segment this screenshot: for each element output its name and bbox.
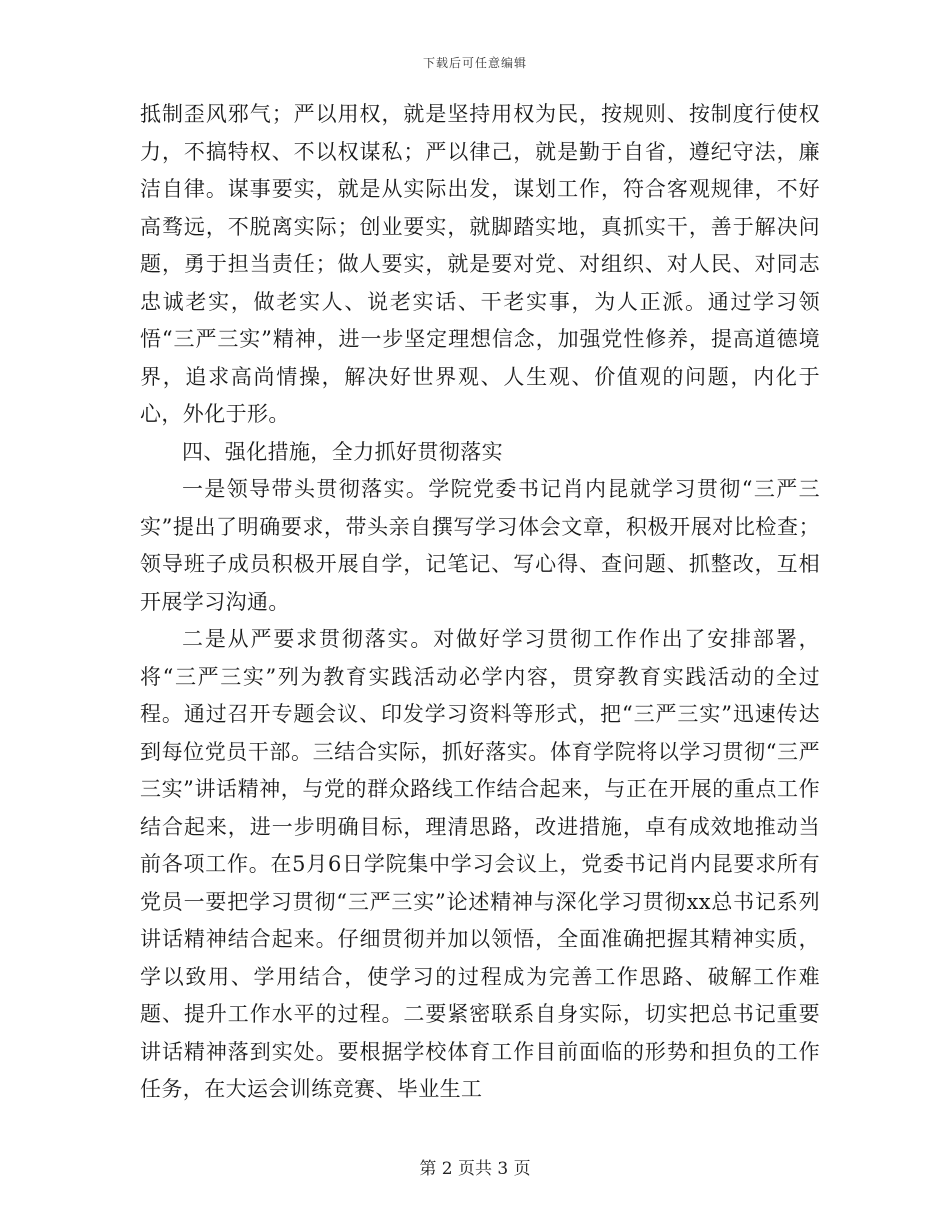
paragraph-continued: 抵制歪风邪气；严以用权，就是坚持用权为民，按规则、按制度行使权力，不搞特权、不以权谋私；严以律己，就是勤于自省，遵纪守法，廉洁自律。谋事要实，就是从实际出发，谋划工作，符合客观规律，不好高骛远，不脱离实际；创业要实，就脚踏实地，真抓实干，善于解决问题，勇于担当责任；做人要实，就是要对党、对组织、对人民、对同志忠诚老实，做老实人、说老实话、干老实事，为人正派。通过学习领悟“三严三实”精神，进一步坚定理想信念，加强党性修养，提高道德境界，追求高尚情操，解决好世界观、人生观、价值观的问题，内化于心，外化于形。: [140, 102, 820, 426]
paragraph-strict-requirements: 二是从严要求贯彻落实。对做好学习贯彻工作作出了安排部署，将“三严三实”列为教育实践活动必学内容，贯穿教育实践活动的全过程。通过召开专题会议、印发学习资料等形式，把“三严三实”迅速传达到每位党员干部。三结合实际，抓好落实。体育学院将以学习贯彻“三严三实”讲话精神，与党的群众路线工作结合起来，与正在开展的重点工作结合起来，进一步明确目标，理清思路，改进措施，卓有成效地推动当前各项工作。在5月6日学院集中学习会议上，党委书记肖内昆要求所有党员一要把学习贯彻“三严三实”论述精神与深化学习贯彻xx总书记系列讲话精神结合起来。仔细贯彻并加以领悟，全面准确把握其精神实质，学以致用、学用结合，使学习的过程成为完善工作思路、破解工作难题、提升工作水平的过程。二要紧密联系自身实际，切实把总书记重要讲话精神落到实处。要根据学校体育工作目前面临的形势和担负的工作任务，在大运会训练竞赛、毕业生工: [140, 627, 820, 1101]
paragraph-leadership: 一是领导带头贯彻落实。学院党委书记肖内昆就学习贯彻“三严三实”提出了明确要求，带头亲自撰写学习体会文章，积极开展对比检查；领导班子成员积极开展自学，记笔记、写心得、查问题、抓整改，互相开展学习沟通。: [140, 477, 820, 614]
page-header-note: 下载后可任意编辑: [422, 56, 527, 70]
document-body: [140, 96, 820, 1109]
page-number-footer: 第 2 页共 3 页: [419, 1159, 531, 1179]
section-heading: 四、强化措施，全力抓好贯彻落实: [182, 439, 503, 464]
